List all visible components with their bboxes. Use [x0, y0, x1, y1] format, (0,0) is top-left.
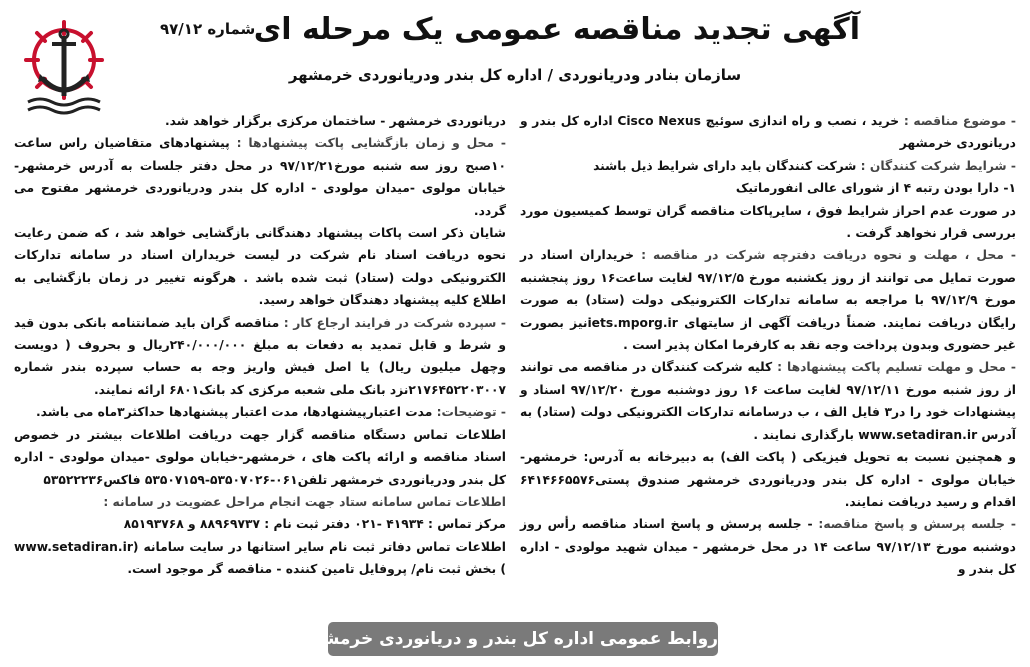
paragraph — [14, 110, 506, 132]
paragraph-label: اطلاعات تماس سامانه ستاد جهت انجام مراحل عضویت در سامانه : — [103, 494, 506, 509]
paragraph-text: شایان ذکر است پاکات پیشنهاد دهندگانی بازگشایی خواهد شد ، که ضمن رعایت نحوه دریافت اسناد نام شرکت در لیست خریداران اسناد در سامانه تدارکات الکترونیکی دولت (ستاد) ثبت شده باشد . هرگونه تغییر در زمان بازگشایی به اطلاع کلیه پیشنهاد دهندگان خواهد رسید. — [14, 226, 506, 308]
paragraph — [520, 446, 1016, 513]
paragraph-text: در صورت عدم احراز شرایط فوق ، سایرپاکات مناقصه گران توسط کمیسیون مورد بررسی قرار نخواهد گرفت . — [520, 203, 1016, 241]
paragraph — [14, 491, 506, 513]
paragraph — [14, 536, 506, 581]
paragraph-label: - توضیحات: — [436, 405, 506, 420]
paragraph-text: مرکز تماس : ۴۱۹۳۴ -۰۲۱ دفتر ثبت نام : ۸۸۹۶۹۷۳۷ و ۸۵۱۹۳۷۶۸ — [123, 517, 506, 532]
paragraph — [520, 177, 1016, 199]
paragraph-text: شرکت کنندگان باید دارای شرایط ذیل باشند — [593, 158, 861, 173]
paragraph-text: پیشنهادهای متقاضیان راس ساعت ۱۰صبح روز سه شنبه مورخ۹۷/۱۲/۲۱ در محل دفتر جلسات به آدرس خرمشهر-خیابان مولوی -میدان مولودی - اداره کل بندر ودریانوردی خرمشهر مفتوح می گردد. — [14, 136, 506, 218]
paragraph — [14, 312, 506, 402]
paragraph-text: مدت اعتبارپیشنهادها، مدت اعتبار پیشنهادها حداکثر۳ماه می باشد. — [35, 405, 437, 420]
paragraph-text: کلیه شرکت کنندگان در مناقصه می توانند از روز شنبه مورخ ۹۷/۱۲/۱۱ لغایت ساعت ۱۶ روز دوشنبه مورخ ۹۷/۱۲/۲۰ اسناد و پیشنهادات خود را در۳ فایل الف ، ب درسامانه تدارکات الکترونیکی دولت (ستاد) به آدرس www.setadiran.ir بارگذاری نمایند . — [520, 360, 1017, 442]
paragraph — [14, 513, 506, 535]
paragraph-label: - محل و مهلت تسلیم پاکت پیشنهادها : — [777, 360, 1016, 375]
paragraph — [520, 513, 1016, 580]
paragraph — [520, 200, 1016, 245]
paragraph — [14, 424, 506, 491]
paragraph — [520, 110, 1016, 155]
paragraph-text: مناقصه گران باید ضمانتنامه بانکی بدون قید و شرط و قابل تمدید به دفعات به مبلغ ۲۴۰/۰۰۰/۰۰۰ریال و بحروف ( دویست وچهل میلیون ریال) یا اصل فیش واریز وجه به حساب سپرده بندر شماره ۲۱۷۶۴۵۲۲۰۳۰۰۷نزد بانک ملی شعبه مرکزی کد بانک۶۸۰۱ ارائه نمایند. — [14, 315, 507, 397]
paragraph-label: - جلسه پرسش و پاسخ مناقصه: — [818, 517, 1016, 532]
page-title: آگهی تجدید مناقصه عمومی یک مرحله ای — [253, 12, 860, 47]
paragraph-text: خریداران اسناد در صورت تمایل می توانند از روز یکشنبه مورخ ۹۷/۱۲/۵ لغایت ساعت۱۶ روز پنجشنبه مورخ ۹۷/۱۲/۹ با مراجعه به سامانه تدارکات الکترونیکی دولت (ستاد) به صورت رایگان دریافت نمایند. ضمناً دریافت آگهی از سایتهای iets.mporg.irنیز بصورت غیر حضوری وبدون پرداخت وجه نقد به کارفرما امکان پذیر است . — [520, 248, 1016, 353]
paragraph-text: و همچنین نسبت به تحویل فیزیکی ( پاکت الف) به دبیرخانه به آدرس: خرمشهر- خیابان مولوی - اداره کل بندر ودریانوردی خرمشهر صندوق پستی۶۴۱۴۶۶۵۵۷۶ اقدام و رسید دریافت نمایند. — [520, 450, 1016, 509]
paragraph-label: - سپرده شرکت در فرایند ارجاع کار : — [283, 315, 506, 330]
paragraph-label: - موضوع مناقصه : — [903, 114, 1017, 128]
paragraph-text: دریانوردی خرمشهر - ساختمان مرکزی برگزار خواهد شد. — [164, 114, 506, 128]
paragraph — [520, 356, 1016, 446]
paragraph — [520, 244, 1016, 356]
paragraph — [520, 155, 1016, 177]
paragraph-text: اطلاعات تماس دفاتر ثبت نام سایر استانها در سایت سامانه (www.setadiran.ir ) بخش ثبت نام/ پروفایل تامین کننده - مناقصه گر موجود است. — [14, 539, 506, 577]
paragraph-label: - محل ، مهلت و نحوه دریافت دفترچه شرکت در مناقصه : — [641, 248, 1016, 263]
paragraph — [14, 132, 506, 222]
page-subtitle: سازمان بنادر ودریانوردی / اداره کل بندر ودریانوردی خرمشهر — [288, 66, 742, 84]
paragraph-text: - جلسه پرسش و پاسخ اسناد مناقصه رأس روز دوشنبه مورخ ۹۷/۱۲/۱۳ ساعت ۱۴ در محل خرمشهر - میدان شهید مولودی - اداره کل بندر و — [520, 517, 1016, 577]
notice-number: شماره ۹۷/۱۲ — [160, 20, 256, 38]
right-column — [520, 110, 1016, 581]
paragraph-text: خرید ، نصب و راه اندازی سوئیچ Cisco Nexus اداره کل بندر و دریانوردی خرمشهر — [520, 114, 1016, 151]
ports-organization-logo — [20, 18, 108, 118]
paragraph-label: - شرایط شرکت کنندگان : — [860, 158, 1016, 173]
paragraph-label: - محل و زمان بازگشایی پاکت پیشنهادها : — [236, 136, 507, 151]
paragraph-text: اطلاعات تماس دستگاه مناقصه گزار جهت دریافت اطلاعات بیشتر در خصوص اسناد مناقصه و ارائه پاکت های ، خرمشهر-خیابان مولوی -میدان مولودی - اداره کل بندر ودریانوردی خرمشهر تلفن۰۶۱-۵۳۵۰۷۰۲۶-۵۳۵۰۷۱۵۹ فاکس۵۳۵۲۲۲۳۶ — [14, 427, 506, 487]
public-relations-footer: روابط عمومی اداره کل بندر و دریانوردی خرمشهر — [328, 622, 718, 656]
paragraph — [14, 401, 506, 423]
paragraph-text: ۱- دارا بودن رتبه ۴ از شورای عالی انفورماتیک — [735, 181, 1016, 196]
paragraph — [14, 222, 506, 312]
left-column — [14, 110, 506, 581]
